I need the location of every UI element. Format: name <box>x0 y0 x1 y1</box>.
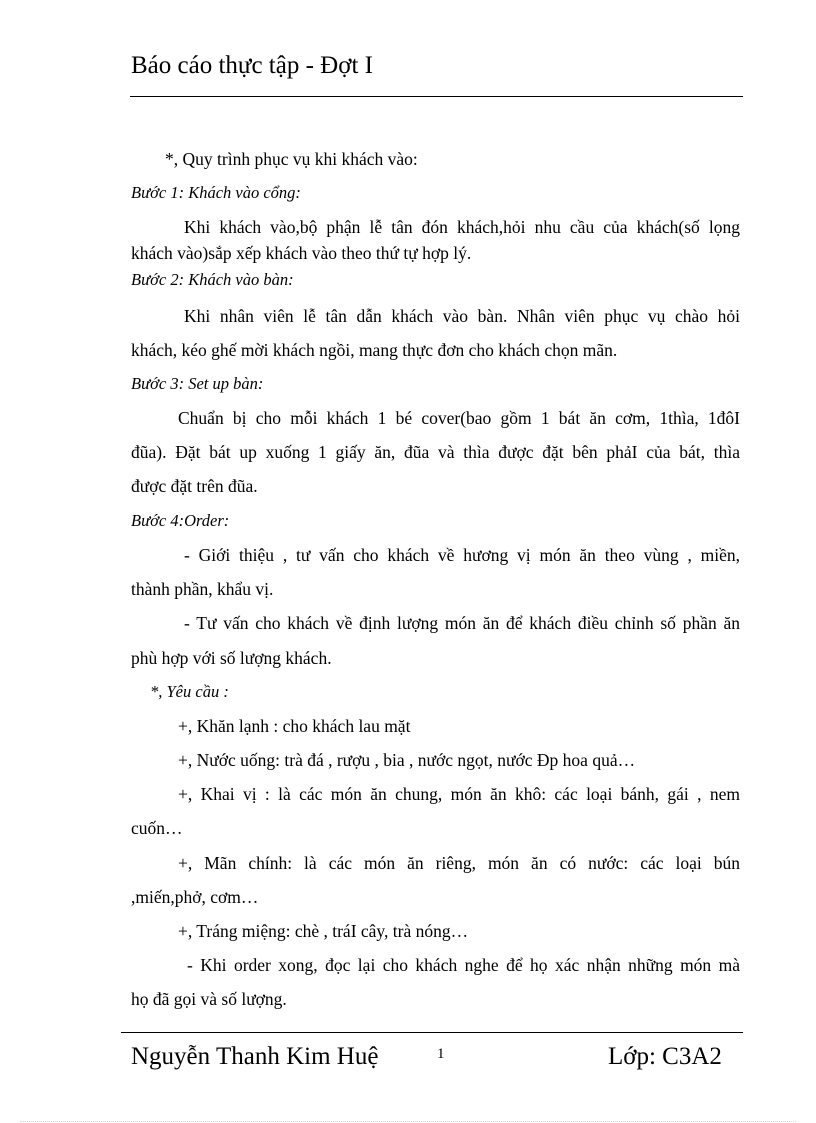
step4-item1-line2: thành phần, khẩu vị. <box>131 579 274 599</box>
step4-title: Bước 4:Order: <box>131 511 230 530</box>
final-note-line1: - Khi order xong, đọc lại cho khách nghe để họ xác nhận những món mà <box>187 955 740 975</box>
footer-rule <box>121 1032 743 1033</box>
step3-line2: đũa). Đặt bát up xuống 1 giấy ăn, đũa và thìa được đặt bên phảI của bát, thìa <box>131 442 740 462</box>
page-number: 1 <box>437 1046 445 1062</box>
step4-item2-line1: - Tư vấn cho khách về định lượng món ăn để khách điều chỉnh số phần ăn <box>184 613 740 633</box>
step2-line1: Khi nhân viên lễ tân dẫn khách vào bàn. Nhân viên phục vụ chào hỏi <box>184 306 740 326</box>
step3-line1: Chuẩn bị cho mỗi khách 1 bé cover(bao gồm 1 bát ăn cơm, 1thìa, 1đôI <box>178 408 740 428</box>
final-note-line2: họ đã gọi và số lượng. <box>131 989 287 1009</box>
requirement-3-line2: cuốn… <box>131 818 183 838</box>
step3-title: Bước 3: Set up bàn: <box>131 374 264 393</box>
requirement-1: +, Khăn lạnh : cho khách lau mặt <box>178 716 411 736</box>
page-header-title: Báo cáo thực tập - Đợt I <box>131 52 373 79</box>
requirement-2: +, Nước uống: trà đá , rượu , bia , nước ngọt, nước Ðp hoa quả… <box>178 750 636 770</box>
step2-line2: khách, kéo ghế mời khách ngồi, mang thực đơn cho khách chọn mãn. <box>131 340 618 360</box>
step1-line1: Khi khách vào,bộ phận lễ tân đón khách,hỏi nhu cầu của khách(số lọng <box>184 217 740 237</box>
requirement-4-line2: ,miến,phở, cơm… <box>131 887 259 907</box>
footer-class-label: Lớp: C3A2 <box>608 1043 722 1070</box>
header-rule <box>130 96 743 97</box>
requirement-4-line1: +, Mãn chính: là các món ăn riêng, món ăn có nước: các loại bún <box>178 853 740 873</box>
step4-item1-line1: - Giới thiệu , tư vấn cho khách về hương vị món ăn theo vùng , miền, <box>184 545 740 565</box>
step1-title: Bước 1: Khách vào cổng: <box>131 183 301 202</box>
requirement-3-line1: +, Khai vị : là các món ăn chung, món ăn khô: các loại bánh, gái , nem <box>178 784 740 804</box>
footer-author: Nguyễn Thanh Kim Huệ <box>131 1043 379 1070</box>
requirement-5: +, Tráng miệng: chè , tráI cây, trà nóng… <box>178 921 469 941</box>
requirements-title: *, Yêu cầu : <box>150 682 229 701</box>
page-bottom-divider <box>20 1121 796 1122</box>
intro-line: *, Quy trình phục vụ khi khách vào: <box>165 149 418 169</box>
step3-line3: được đặt trên đũa. <box>131 476 258 496</box>
step1-line2: khách vào)sắp xếp khách vào theo thứ tự hợp lý. <box>131 243 472 263</box>
step4-item2-line2: phù hợp với số lượng khách. <box>131 648 332 668</box>
step2-title: Bước 2: Khách vào bàn: <box>131 270 294 289</box>
